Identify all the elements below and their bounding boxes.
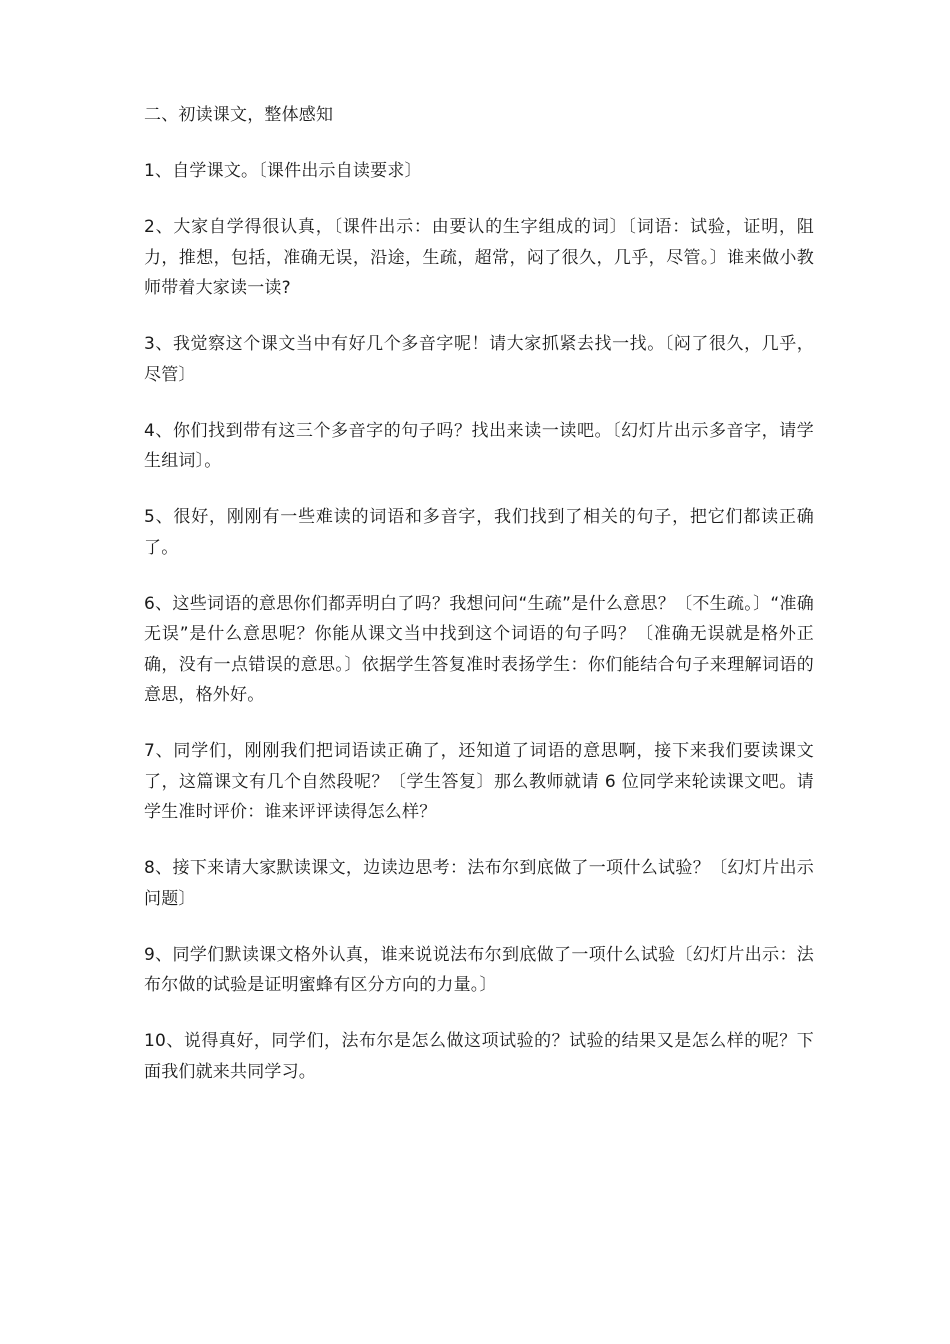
paragraph-8: 8、接下来请大家默读课文，边读边思考：法布尔到底做了一项什么试验？〔幻灯片出示问题〕 [144, 858, 814, 909]
paragraph-7: 7、同学们，刚刚我们把词语读正确了，还知道了词语的意思啊，接下来我们要读课文了，这篇课文有几个自然段呢？〔学生答复〕那么教师就请 6 位同学来轮读课文吧。请学生准时评价：谁来评评读得怎么样？ [144, 741, 814, 822]
section-heading: 二、初读课文，整体感知 [144, 105, 334, 125]
paragraph-9: 9、同学们默读课文格外认真，谁来说说法布尔到底做了一项什么试验〔幻灯片出示：法布尔做的试验是证明蜜蜂有区分方向的力量。〕 [144, 944, 814, 995]
paragraph-2: 2、大家自学得很认真，〔课件出示：由要认的生字组成的词〕〔词语：试验，证明，阻力，推想，包括，准确无误，沿途，生疏，超常，闷了很久，几乎，尽管。〕谁来做小教师带着大家读一读? [144, 217, 814, 298]
paragraph-10: 10、说得真好，同学们，法布尔是怎么做这项试验的？试验的结果又是怎么样的呢？下面我们就来共同学习。 [144, 1031, 814, 1082]
paragraph-6: 6、这些词语的意思你们都弄明白了吗？我想问问“生疏”是什么意思？〔不生疏。〕“准确无误”是什么意思呢？你能从课文当中找到这个词语的句子吗？〔准确无误就是格外正确，没有一点错误的意思。〕依据学生答复准时表扬学生：你们能结合句子来理解词语的意思，格外好。 [144, 593, 814, 705]
paragraph-4: 4、你们找到带有这三个多音字的句子吗？找出来读一读吧。〔幻灯片出示多音字，请学生组词〕。 [144, 420, 814, 471]
paragraph-3: 3、我觉察这个课文当中有好几个多音字呢！请大家抓紧去找一找。〔闷了很久，几乎，尽管〕 [144, 334, 814, 385]
document-body [144, 100, 814, 1113]
paragraph-5: 5、很好，刚刚有一些难读的词语和多音字，我们找到了相关的句子，把它们都读正确了。 [144, 507, 814, 558]
paragraph-1: 1、自学课文。〔课件出示自读要求〕 [144, 161, 422, 181]
